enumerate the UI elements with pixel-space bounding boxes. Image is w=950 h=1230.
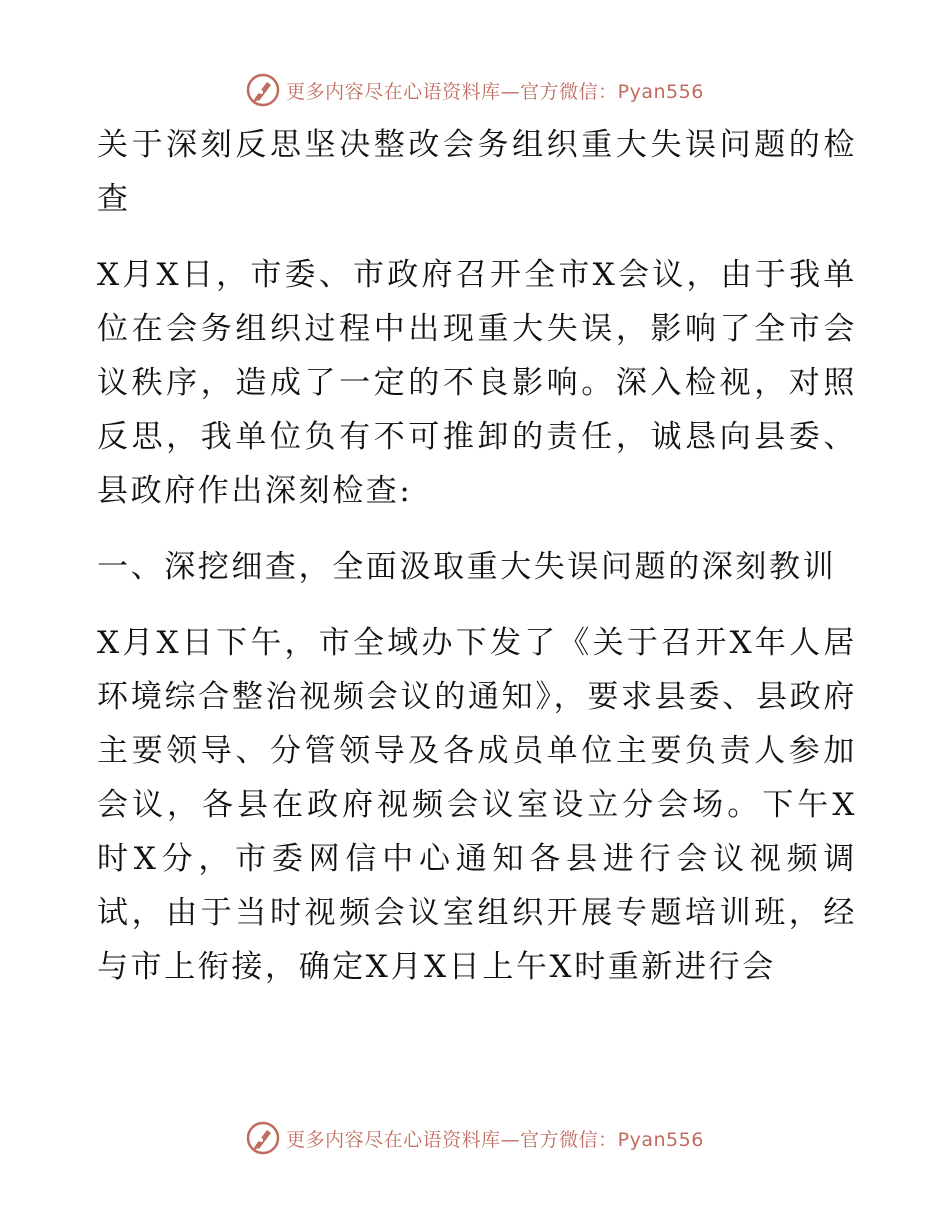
intro-paragraph: X月X日，市委、市政府召开全市X会议，由于我单位在会务组织过程中出现重大失误，影响了全市会议秩序，造成了一定的不良影响。深入检视，对照反思，我单位负有不可推卸的责任，诚恳向县委、县政府作出深刻检查:	[97, 257, 857, 509]
header-watermark-banner	[0, 70, 950, 110]
pen-logo-icon	[246, 1121, 280, 1155]
section-heading: 一、深挖细查，全面汲取重大失误问题的深刻教训	[97, 549, 837, 585]
watermark-text: 更多内容尽在心语资料库—官方微信：Pyan556	[286, 80, 704, 103]
pen-logo-icon	[246, 73, 280, 107]
document-title: 关于深刻反思坚决整改会务组织重大失误问题的检查	[97, 127, 857, 217]
watermark-text: 更多内容尽在心语资料库—官方微信：Pyan556	[286, 1128, 704, 1151]
section-paragraph: X月X日下午，市全域办下发了《关于召开X年人居环境综合整治视频会议的通知》，要求县委、县政府主要领导、分管领导及各成员单位主要负责人参加会议，各县在政府视频会议室设立分会场。下午X时X分，市委网信中心通知各县进行会议视频调试，由于当时视频会议室组织开展专题培训班，经与市上衔接，确定X月X日上午X时重新进行会	[97, 625, 857, 985]
footer-watermark-banner	[0, 1118, 950, 1158]
document-body	[97, 118, 857, 994]
